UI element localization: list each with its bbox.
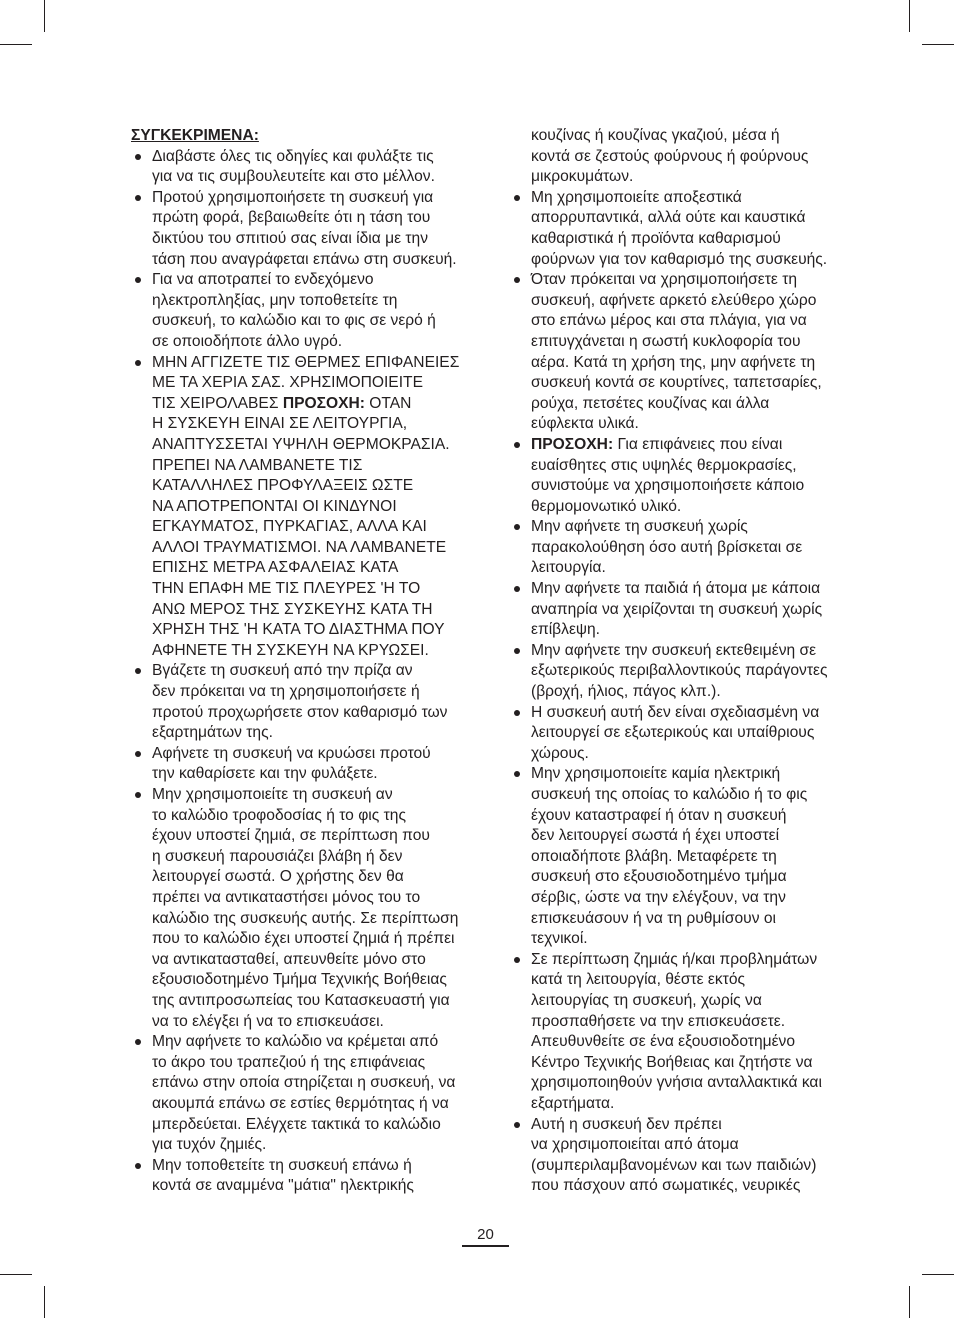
text-line: Μην αφήνετε τη συσκευή χωρίς: [531, 518, 748, 536]
continuation-text: [510, 126, 842, 188]
text-line: φούρνων για τον καθαρισμό της συσκευής.: [531, 250, 828, 268]
bullet-text: [531, 517, 842, 579]
text-line: έχουν υποστεί ζημιά, σε περίπτωση που: [152, 827, 430, 845]
text-line: να χρησιμοποιείται από άτομα: [531, 1136, 739, 1154]
crop-mark-top-left-vertical: [44, 0, 45, 32]
bullet-text: [152, 661, 471, 743]
bullet-text: [531, 126, 842, 188]
list-item: [131, 1032, 471, 1156]
text-line: ΤΗΝ ΕΠΑΦΗ ΜΕ ΤΙΣ ΠΛΕΥΡΕΣ 'Η ΤΟ: [152, 580, 421, 598]
text-line: λειτουργεί σωστά. Ο χρήστης δεν θα: [152, 868, 404, 886]
crop-mark-bottom-left-vertical: [44, 1286, 45, 1318]
right-instruction-list: [510, 126, 842, 1197]
text-line: Βγάζετε τη συσκευή από την πρίζα αν: [152, 662, 413, 680]
list-item: [131, 188, 471, 270]
text-line: συσκευή της οποίας το καλώδιο ή το φις: [531, 786, 808, 803]
list-item: [510, 188, 842, 270]
text-line: Μην αφήνετε το καλώδιο να κρέμεται από: [152, 1033, 439, 1051]
text-line: συνιστούμε να χρησιμοποιήσετε κάποιο: [531, 477, 805, 495]
text-line: Προτού χρησιμοποιήσετε τη συσκευή για: [152, 188, 434, 206]
text-line: αέρα. Κατά τη χρήση της, μην αφήνετε τη: [531, 353, 816, 371]
text-line: για να τις συμβουλευτείτε και στο μέλλον.: [152, 168, 435, 186]
bullet-text: [152, 353, 471, 394]
crop-mark-top-left-horizontal: [0, 44, 32, 45]
text-line: επιτυγχάνεται η σωστή κυκλοφορία του: [531, 332, 801, 350]
text-line: (συμπεριλαμβανομένων και των παιδιών): [531, 1156, 817, 1174]
page-number: 20: [477, 1226, 494, 1243]
bullet-text: [531, 270, 842, 435]
crop-mark-top-right-vertical: [909, 0, 910, 32]
list-item: [131, 270, 471, 352]
text-line: που πάσχουν από σωματικές, νευρικές: [531, 1177, 801, 1195]
text-line: Αυτή η συσκευή δεν πρέπει: [531, 1115, 722, 1133]
text-line: επισκευάσουν ή να τη ρυθμίσουν οι: [531, 909, 776, 927]
right-column: [510, 126, 842, 1197]
text-run: ΤΙΣ ΧΕΙΡΟΛΑΒΕΣ: [152, 394, 283, 412]
text-line: εύφλεκτα υλικά.: [531, 415, 639, 433]
text-line: σέρβις, ώστε να την ελέγξουν, να την: [531, 888, 786, 906]
text-line: δεν πρόκειται να τη χρησιμοποιήσετε ή: [152, 683, 420, 701]
bullet-text: [531, 703, 842, 765]
text-line: απορρυπαντικά, αλλά ούτε και καυστικά: [531, 209, 806, 227]
bullet-text: [531, 950, 842, 1115]
list-item: [131, 785, 471, 1032]
crop-mark-bottom-right-horizontal: [922, 1274, 954, 1275]
text-line: επίβλεψη.: [531, 621, 601, 639]
text-line: Σε περίπτωση ζημιάς ή/και προβλημάτων: [531, 950, 818, 968]
bullet-text: [152, 744, 471, 785]
text-line: δεν λειτουργεί σωστά ή έχει υποστεί: [531, 827, 780, 845]
text-line: οποιαδήποτε βλάβη. Μεταφέρετε τη: [531, 847, 777, 865]
text-line: Η ΣΥΣΚΕΥΗ ΕΙΝΑΙ ΣΕ ΛΕΙΤΟΥΡΓΙΑ,: [152, 415, 408, 433]
text-line: ΕΠΙΣΗΣ ΜΕΤΡΑ ΑΣΦΑΛΕΙΑΣ ΚΑΤΑ: [152, 559, 399, 577]
text-line: την καθαρίσετε και την φυλάξετε.: [152, 765, 378, 783]
text-line: χρησιμοποιηθούν γνήσια ανταλλακτικά και: [531, 1074, 822, 1092]
text-line: ΚΑΤΑΛΛΗΛΕΣ ΠΡΟΦΥΛΑΞΕΙΣ ΩΣΤΕ: [152, 477, 414, 495]
text-line: καθαριστικά ή προϊόντα καθαρισμού: [531, 229, 781, 247]
bullet-text: [531, 188, 842, 270]
text-line: ΜΗΝ ΑΓΓΙΖΕΤΕ ΤΙΣ ΘΕΡΜΕΣ ΕΠΙΦΑΝΕΙΕΣ: [152, 353, 460, 371]
bullet-text: [152, 270, 471, 352]
list-item: [510, 435, 842, 517]
text-line: το άκρο του τραπεζιού ή της επιφάνειας: [152, 1053, 426, 1071]
text-line: κοντά σε ζεστούς φούρνους ή φούρνους: [531, 147, 809, 165]
text-line: να αντικατασταθεί, απευνθείτε μόνο στο: [152, 950, 426, 968]
text-line: (βροχή, ήλιος, πάγος κλπ.).: [531, 683, 721, 701]
text-line: συσκευή κοντά σε κουρτίνες, ταπετσαρίες,: [531, 374, 822, 392]
text-line: δικτύου του σπιτιού σας είναι ίδια με την: [152, 229, 429, 247]
text-line: πρέπει να αντικαταστήσει μόνος του το: [152, 888, 421, 906]
text-line: λειτουργία.: [531, 559, 606, 577]
bullet-text: [531, 764, 842, 949]
caution-line: [531, 435, 842, 456]
text-line: Μη χρησιμοποιείτε αποξεστικά: [531, 188, 742, 206]
text-line: μπερδεύεται. Ελέγχετε τακτικά το καλώδιο: [152, 1115, 441, 1133]
text-line: ρούχα, πετσέτες κουζίνας και άλλα: [531, 394, 770, 412]
text-line: ΑΝΑΠΤΥΣΣΕΤΑΙ ΥΨΗΛΗ ΘΕΡΜΟΚΡΑΣΙΑ.: [152, 435, 450, 453]
text-line: τάση που αναγράφεται επάνω στη συσκευή.: [152, 250, 457, 268]
left-column: [131, 126, 471, 1197]
bullet-text: [531, 579, 842, 641]
list-item: [510, 270, 842, 435]
text-line: μικροκυμάτων.: [531, 168, 634, 186]
text-line: τεχνικοί.: [531, 930, 588, 948]
text-line: κατά τη λειτουργία, θέστε εκτός: [531, 971, 746, 989]
text-line: ΕΓΚΑΥΜΑΤΟΣ, ΠΥΡΚΑΓΙΑΣ, ΑΛΛΑ ΚΑΙ: [152, 518, 427, 536]
text-line: προσπαθήσετε να την επισκευάσετε.: [531, 1012, 786, 1030]
text-line: ακουμπά επάνω σε εστίες θερμότητας ή να: [152, 1094, 449, 1112]
text-line: ΝΑ ΑΠΟΤΡΕΠΟΝΤΑΙ ΟΙ ΚΙΝΔΥΝΟΙ: [152, 497, 397, 515]
text-line: εξαρτημάτων της.: [152, 724, 273, 742]
text-line: θερμομονωτικό υλικό.: [531, 497, 682, 515]
section-heading: ΣΥΓΚΕΚΡΙΜΕΝΑ:: [131, 127, 259, 144]
text-line: ΠΡΕΠΕΙ ΝΑ ΛΑΜΒΑΝΕΤΕ ΤΙΣ: [152, 456, 363, 474]
list-item: [131, 744, 471, 785]
text-run: ΟΤΑΝ: [364, 394, 412, 412]
bullet-text: [152, 1156, 471, 1197]
text-line: προτού προχωρήσετε στον καθαρισμό των: [152, 703, 448, 721]
list-item: [131, 353, 471, 662]
bullet-text: [531, 456, 842, 518]
bullet-text: [152, 1032, 471, 1156]
text-line: λειτουργίας τη συσκευή, χωρίς να: [531, 991, 762, 1009]
text-line: Η συσκευή αυτή δεν είναι σχεδιασμένη να: [531, 703, 820, 721]
crop-mark-bottom-right-vertical: [909, 1286, 910, 1318]
text-line: λειτουργεί σε εξωτερικούς και υπαίθριους: [531, 724, 815, 742]
text-line: αναπηρία να χειρίζονται τη συσκευή χωρίς: [531, 600, 823, 618]
text-line: εξωτερικούς περιβαλλοντικούς παράγοντες: [531, 662, 828, 680]
list-item: [510, 950, 842, 1115]
text-line: συσκευή, αφήνετε αρκετό ελεύθερο χώρο: [531, 291, 817, 309]
text-line: ευαίσθητες στις υψηλές θερμοκρασίες,: [531, 456, 797, 474]
text-line: εξαρτήματα.: [531, 1094, 615, 1112]
text-line: στο επάνω μέρος και στα πλάγια, για να: [531, 312, 807, 330]
list-item: [510, 641, 842, 703]
list-item: [131, 1156, 471, 1197]
text-line: Μην αφήνετε τα παιδιά ή άτομα με κάποια: [531, 580, 821, 598]
bullet-text: [152, 785, 471, 1032]
text-line: εξουσιοδοτημένο Τμήμα Τεχνικής Βοήθειας: [152, 971, 447, 989]
bullet-text: [152, 188, 471, 270]
text-line: συσκευή στο εξουσιοδοτημένο τμήμα: [531, 868, 787, 886]
text-line: Μην χρησιμοποιείτε καμία ηλεκτρική: [531, 765, 781, 783]
text-line: Διαβάστε όλες τις οδηγίες και φυλάξτε τις: [152, 147, 434, 165]
text-line: η συσκευή παρουσιάζει βλάβη ή δεν: [152, 847, 403, 865]
list-item: [510, 764, 842, 949]
text-line: ΜΕ ΤΑ ΧΕΡΙΑ ΣΑΣ. ΧΡΗΣΙΜΟΠΟΙΕΙΤΕ: [152, 374, 423, 392]
bullet-text: [152, 147, 471, 188]
bullet-text: [531, 641, 842, 703]
text-line: κοντά σε αναμμένα "μάτια" ηλεκτρικής: [152, 1177, 414, 1195]
text-line: πρώτη φορά, βεβαιωθείτε ότι η τάση του: [152, 209, 431, 227]
page-number-rule: [462, 1245, 509, 1247]
text-line: Απευθυνθείτε σε ένα εξουσιοδοτημένο: [531, 1033, 796, 1051]
text-line: ΑΛΛΟΙ ΤΡΑΥΜΑΤΙΣΜΟΙ. ΝΑ ΛΑΜΒΑΝΕΤΕ: [152, 538, 447, 556]
text-line: παρακολούθηση όσο αυτή βρίσκεται σε: [531, 538, 803, 556]
text-line: κουζίνας ή κουζίνας γκαζιού, μέσα ή: [531, 127, 780, 144]
text-line: ΑΝΩ ΜΕΡΟΣ ΤΗΣ ΣΥΣΚΕΥΗΣ ΚΑΤΑ ΤΗ: [152, 600, 433, 618]
text-line: σε οποιοδήποτε άλλο υγρό.: [152, 332, 343, 350]
text-line: να το ελέγξει ή να το επισκευάσει.: [152, 1012, 384, 1030]
list-item: [510, 1115, 842, 1197]
list-item: [510, 517, 842, 579]
text-line: χώρους.: [531, 744, 589, 762]
text-line: της αντιπροσωπείας του Κατασκευαστή για: [152, 991, 450, 1009]
text-line: Μην αφήνετε την συσκευή εκτεθειμένη σε: [531, 641, 817, 659]
list-item: [510, 579, 842, 641]
text-line: Όταν πρόκειται να χρησιμοποιήσετε τη: [531, 271, 798, 289]
left-instruction-list: [131, 147, 471, 1197]
text-line: ΑΦΗΝΕΤΕ ΤΗ ΣΥΣΚΕΥΗ ΝΑ ΚΡΥΩΣΕΙ.: [152, 641, 429, 659]
bullet-text: [531, 1115, 842, 1197]
text-line: Αφήνετε τη συσκευή να κρυώσει προτού: [152, 744, 431, 762]
list-item: [131, 147, 471, 188]
text-line: ηλεκτροπληξίας, μην τοποθετείτε τη: [152, 291, 398, 309]
caution-label: ΠΡΟΣΟΧΗ:: [531, 435, 614, 453]
text-line: συσκευή, το καλώδιο και το φις σε νερό ή: [152, 312, 436, 330]
text-line: Μην χρησιμοποιείτε τη συσκευή αν: [152, 786, 393, 803]
bullet-text: [152, 414, 471, 661]
warning-label: ΠΡΟΣΟΧΗ:: [282, 394, 365, 412]
list-item: [131, 661, 471, 743]
text-line: καλώδιο της συσκευής αυτής. Σε περίπτωση: [152, 909, 459, 927]
text-line: ΧΡΗΣΗ ΤΗΣ 'Η ΚΑΤΑ ΤΟ ΔΙΑΣΤΗΜΑ ΠΟΥ: [152, 621, 445, 639]
text-line: το καλώδιο τροφοδοσίας ή το φις της: [152, 806, 406, 824]
list-item: [510, 703, 842, 765]
text-line: για τυχόν ζημιές.: [152, 1136, 267, 1154]
text-line: έχουν καταστραφεί ή όταν η συσκευή: [531, 806, 787, 824]
text-line: Για να αποτραπεί το ενδεχόμενο: [152, 271, 374, 289]
text-run: Για επιφάνειες που είναι: [613, 435, 783, 453]
text-line: Μην τοποθετείτε τη συσκευή επάνω ή: [152, 1156, 412, 1174]
text-line: επάνω στην οποία στηρίζεται η συσκευή, να: [152, 1074, 456, 1092]
text-line: Κέντρο Τεχνικής Βοήθειας και ζητήστε να: [531, 1053, 813, 1071]
crop-mark-bottom-left-horizontal: [0, 1274, 32, 1275]
crop-mark-top-right-horizontal: [922, 44, 954, 45]
text-line: που το καλώδιο έχει υποστεί ζημιά ή πρέπει: [152, 930, 455, 948]
warning-line: [152, 394, 471, 415]
